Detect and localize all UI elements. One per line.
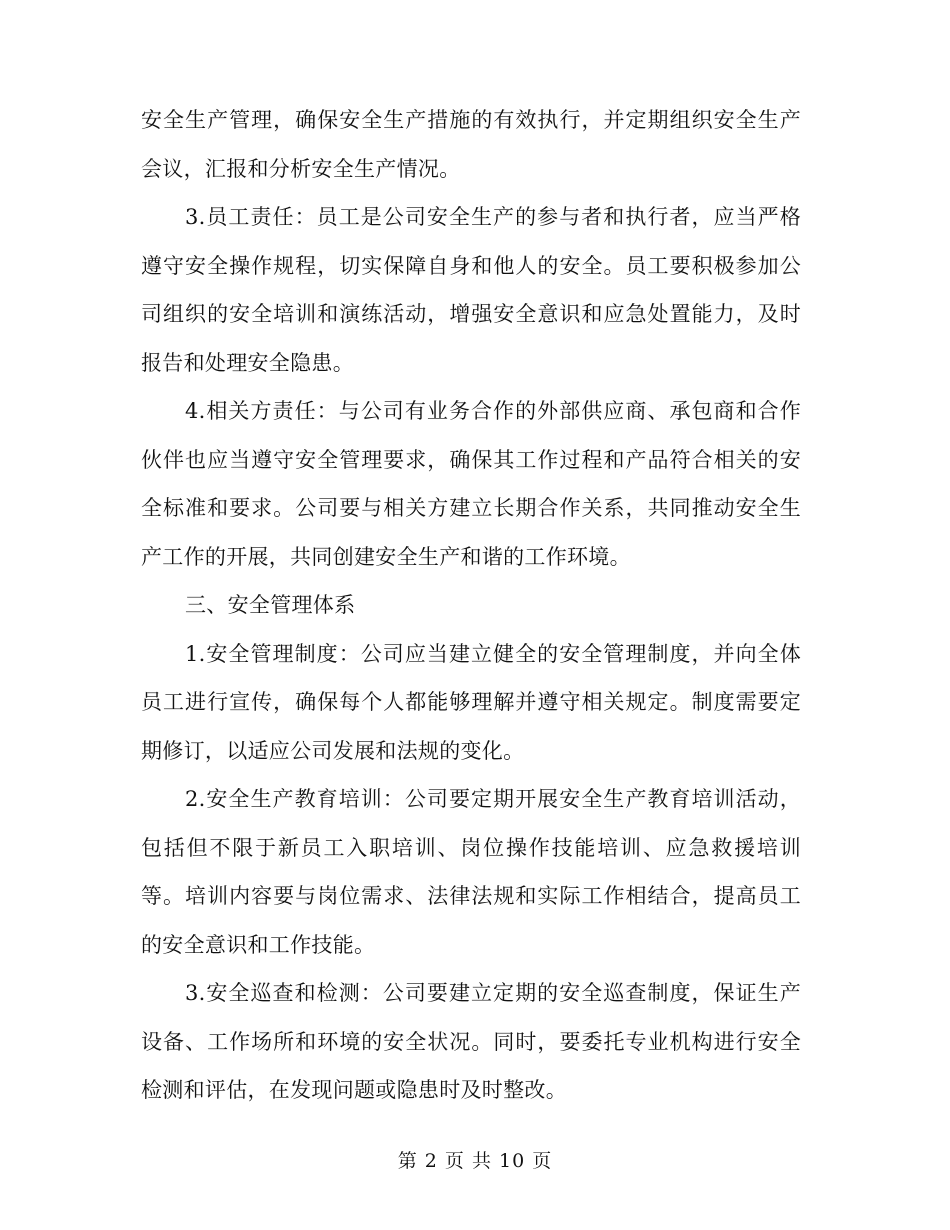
document-body xyxy=(141,96,801,1115)
paragraph-safety-training: 2.安全生产教育培训：公司要定期开展安全生产教育培训活动，包括但不限于新员工入职培训、岗位操作技能培训、应急救援培训等。培训内容要与岗位需求、法律法规和实际工作相结合，提高员工的安全意识和工作技能。 xyxy=(141,787,801,957)
section-heading-safety-management-system: 三、安全管理体系 xyxy=(185,593,356,617)
paragraph-employee-responsibility: 3.员工责任：员工是公司安全生产的参与者和执行者，应当严格遵守安全操作规程，切实保障自身和他人的安全。员工要积极参加公司组织的安全培训和演练活动，增强安全意识和应急处置能力，及时报告和处理安全隐患。 xyxy=(141,205,801,375)
paragraph-safety-management-rules: 1.安全管理制度：公司应当建立健全的安全管理制度，并向全体员工进行宣传，确保每个人都能够理解并遵守相关规定。制度需要定期修订，以适应公司发展和法规的变化。 xyxy=(141,641,801,763)
page-number-footer: 第 2 页 共 10 页 xyxy=(397,1150,553,1172)
paragraph-continuation: 安全生产管理，确保安全生产措施的有效执行，并定期组织安全生产会议，汇报和分析安全生产情况。 xyxy=(141,108,801,181)
paragraph-related-party-responsibility: 4.相关方责任：与公司有业务合作的外部供应商、承包商和合作伙伴也应当遵守安全管理要求，确保其工作过程和产品符合相关的安全标准和要求。公司要与相关方建立长期合作关系，共同推动安全生产工作的开展，共同创建安全生产和谐的工作环境。 xyxy=(141,399,801,569)
paragraph-safety-inspection: 3.安全巡查和检测：公司要建立定期的安全巡查制度，保证生产设备、工作场所和环境的安全状况。同时，要委托专业机构进行安全检测和评估，在发现问题或隐患时及时整改。 xyxy=(141,981,801,1102)
